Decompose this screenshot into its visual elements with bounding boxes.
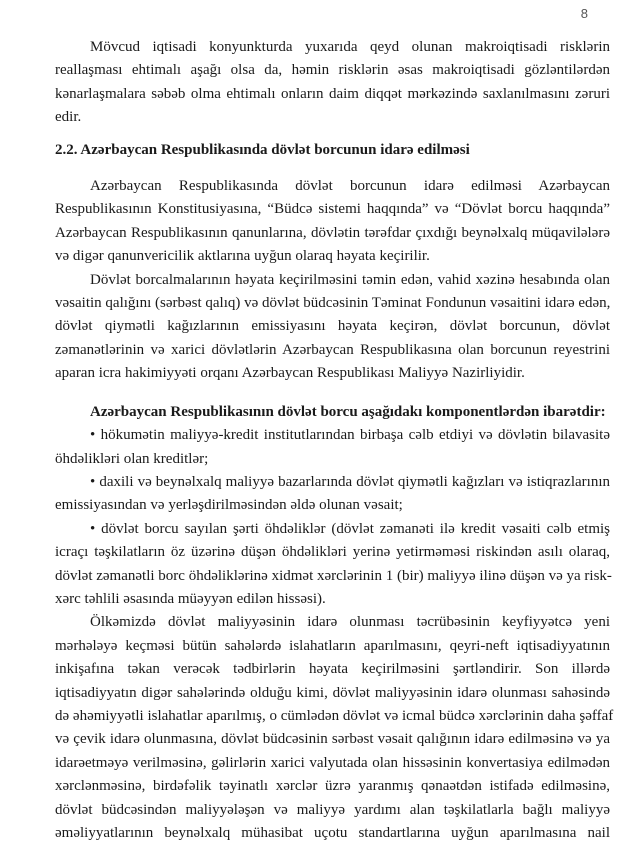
text-line: xərc təhlili əsasında müəyyən edilən hissəsi).	[55, 590, 326, 607]
text-line: idarəetməyə verilməsinə, gəlirlərin xarici valyutada olan hissəsinin konvertasiya edilmədən	[55, 754, 610, 771]
paragraph	[55, 175, 610, 269]
text-line: zəmanətlərinin və xarici dövlətlərin Azərbaycan Respublikasına olan borcunun reyestrini	[55, 341, 610, 358]
text-line: • dövlət borcu sayılan şərti öhdəliklər (dövlət zəmanəti ilə kredit vəsaiti cəlb etmiş	[90, 520, 610, 537]
text-line: əməliyyatlarının beynəlxalq mühasibat uçotu standartlarına uyğun aparılmasına nail	[55, 825, 610, 841]
text-line: xərclənməsinə, birdəfəlik təyinatlı xərclər üzrə yaranmış qənaətdən istifadə edilməsinə,	[55, 778, 610, 795]
text-line: öhdəlikləri olan kreditlər;	[55, 450, 209, 467]
page-number: 8	[580, 6, 588, 21]
text-line: kənarlaşmalara səbəb olma ehtimalı onların daim diqqət mərkəzində saxlanılmasını zəruri	[55, 85, 610, 102]
text-line: iqtisadiyyatın digər sahələrində olduğu kimi, dövlət maliyyəsinin idarə olunması sahəsində	[55, 684, 610, 701]
text-line: dövlət büdcəsindən maliyyələşən və maliyyə yardımı alan təşkilatlarla bağlı maliyyə	[55, 801, 610, 818]
text-line: Respublikasının Konstitusiyasına, “Büdcə sistemi haqqında” və “Dövlət borcu haqqında”	[55, 201, 610, 218]
text-line: icraçı təşkilatların öz üzərinə düşən öhdəlikləri yerinə yetirməməsi riskindən asılı olaraq,	[55, 544, 610, 561]
text-line: inkişafına təkan verəcək tədbirlərin həyata keçirilməsini şərtləndirir. Son illərdə	[55, 661, 610, 678]
paragraph	[55, 611, 614, 845]
text-line: edir.	[55, 109, 82, 126]
text-line: • hökumətin maliyyə-kredit institutlarından birbaşa cəlb etdiyi və dövlətin bilavasitə	[90, 427, 610, 444]
paragraph	[55, 424, 610, 471]
text-line: Ölkəmizdə dövlət maliyyəsinin idarə olunması təcrübəsinin keyfiyyətcə yeni	[90, 614, 610, 631]
text-line: və çevik idarə olunmasına, dövlət büdcəsinin sərbəst vəsait qalığının idarə edilməsinə və ya	[55, 731, 610, 748]
paragraph	[55, 518, 610, 612]
text-line: aparan icra hakimiyyəti orqanı Azərbaycan Respublikası Maliyyə Nazirliyidir.	[55, 365, 525, 382]
paragraph	[55, 471, 610, 518]
section-heading: 2.2. Azərbaycan Respublikasında dövlət borcunun idarə edilməsi	[55, 141, 470, 158]
sub-heading: Azərbaycan Respublikasının dövlət borcu aşağıdakı komponentlərdən ibarətdir:	[90, 403, 606, 420]
paragraph	[55, 36, 610, 130]
text-line: Azərbaycan Respublikasında dövlət borcunun idarə edilməsi Azərbaycan	[90, 178, 610, 195]
text-line: dövlət qiymətli kağızlarının emissiyasını həyata keçirən, dövlət borcunun, dövlət	[55, 318, 610, 335]
text-line: Mövcud iqtisadi konyunkturda yuxarıda qeyd olunan makroiqtisadi risklərin	[90, 39, 610, 55]
text-line: mərhələyə keçməsi bütün sahələrdə islahatların aparılmasını, qeyri-neft iqtisadiyyatının	[55, 637, 610, 654]
text-line: də əhəmiyyətli islahatlar aparılmış, o cümlədən dövlət və icmal büdcə xərclərinin daha şəffaf	[55, 707, 614, 724]
text-line: Azərbaycan Respublikasının qanunlarına, dövlətin tərəfdar çıxdığı beynəlxalq müqavilələrə	[55, 224, 610, 241]
text-line: reallaşması ehtimalı aşağı olsa da, həmin risklərin əsas makroiqtisadi gözləntilərdən	[55, 62, 610, 79]
text-line: Dövlət borcalmalarının həyata keçirilməsini təmin edən, vahid xəzinə hesabında olan	[90, 271, 610, 288]
text-line: vəsaitin qalığını (sərbəst qalıq) və dövlət büdcəsinin Təminat Fondunun vəsaitini idarə edən,	[55, 295, 611, 312]
document-body	[55, 36, 614, 845]
paragraph	[55, 269, 610, 386]
text-line: dövlət zəmanətli borc öhdəliklərinə xidmət xərclərinin 1 (bir) maliyyə ilinə düşən və ya risk-	[55, 567, 612, 584]
text-line: • daxili və beynəlxalq maliyyə bazarlarında dövlət qiymətli kağızları və istiqrazlarının	[90, 473, 610, 490]
text-line: və digər qanunvericilik aktlarına uyğun olaraq həyata keçirilir.	[55, 248, 430, 265]
text-line: emissiyasından və yerləşdirilməsindən əldə olunan vəsait;	[55, 497, 403, 514]
